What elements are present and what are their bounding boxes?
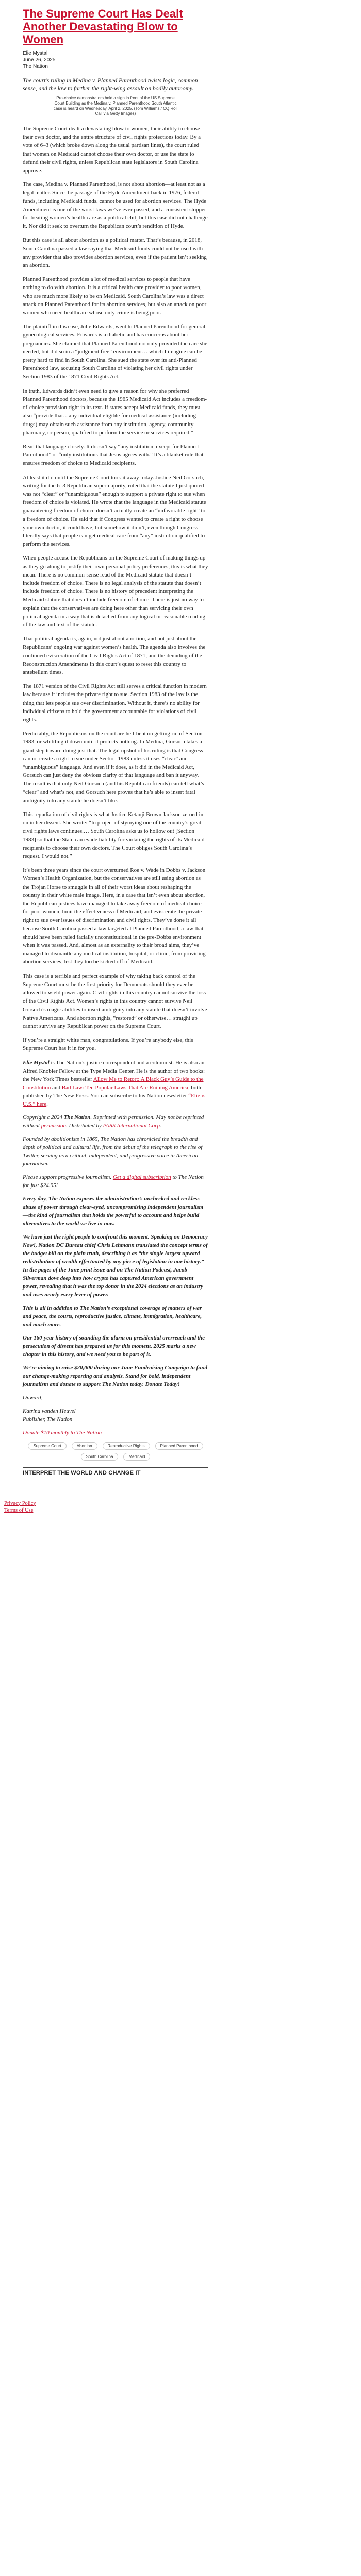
newsletter-link[interactable]: “Elie v. U.S.” here <box>23 1092 206 1107</box>
body-paragraph: The 1871 version of the Civil Rights Act still serves a critical function in modern law because it includes the private right to sue. Section 1983 of the law is the thing that lets people sue over discrimination. Without it, there’s no ability for individual citizens to hold the government accountable for violations of civil rights. <box>23 683 207 723</box>
tag-south-carolina[interactable]: South Carolina <box>81 1453 119 1461</box>
promo-body <box>23 1477 208 1497</box>
subscribe-link[interactable]: Get a digital subscription <box>112 1174 171 1180</box>
body-paragraph: Planned Parenthood provides a lot of medical services to people that have nothing to do with abortion. It is a critical health care provider to poor women, who are much more likely to be on Medicaid. South Carolina’s law was a direct attack on Planned Parenthood for its abortion services, but also an attack on poor women who need healthcare whose only crime is being poor. <box>23 276 207 316</box>
book-link-bad-law[interactable]: Bad Law: Ten Popular Laws That Are Ruining America <box>61 1084 188 1091</box>
copyright-brand: The Nation <box>63 1114 91 1121</box>
copyright-text: Copyright c 2024 <box>23 1114 64 1121</box>
donate-link[interactable]: Donate $10 monthly to The Nation <box>23 1429 102 1436</box>
signoff-onward: Onward, <box>23 1394 43 1401</box>
body-paragraph: The plaintiff in this case, Julie Edwards, went to Planned Parenthood for general gynecological services. Edwards is a diabetic and has concerns about her pregnancies. She claimed that Planned Parenthood not only provided the care she needed, but did so in a “judgment free” environment… which I imagine can be pretty hard to find in South Carolina. She sued the state over its anti-Planned Parenthood law, accusing South Carolina of violating her civil rights under Section 1983 of the 1871 Civil Rights Act. <box>23 324 208 380</box>
appeal-paragraph: Our 160-year history of sounding the alarm on presidential overreach and the persecution of dissent has prepared us for this moment. 2025 marks a new chapter in this history, and we need you to be part of it. <box>23 1334 205 1358</box>
byline <box>23 50 208 70</box>
site-footer <box>4 1500 361 1514</box>
bio-end: . <box>46 1100 48 1107</box>
signoff-name: Katrina vanden Heuvel <box>23 1408 76 1414</box>
body-paragraph: In truth, Edwards didn’t even need to give a reason for why she preferred Planned Parenthood doctors, because the 1965 Medicaid Act includes a freedom-of-choice provision right in its text. If states accept Medicaid funds, they must also “provide that…any individual eligible for medical assistance (including drugs) may obtain such assistance from any institution, agency, community pharmacy, or person, qualified to perform the service or services required.” <box>23 387 207 436</box>
body-paragraph: Predictably, the Republicans on the court are hell-bent on getting rid of Section 1983, or whittling it down until it protects nothing. In Medina, Gorsuch takes a giant step toward doing just that. The legal upshot of his ruling is that Congress cannot create a right to sue under Section 1983 unless it uses “clear” and “unambiguous” language. And even if it does, as it did in the Medicaid Act, Gorsuch can just deny the obvious clarity of that language and ban it anyway. The result is that only Neil Gorsuch (and his Republican friends) can tell what’s “clear” and what’s not, and Gorsuch here proves that he’s able to insert fatal ambiguity into any statute he doesn’t like. <box>23 731 204 804</box>
body-paragraph: When people accuse the Republicans on the Supreme Court of making things up as they go along to justify their own personal policy preferences, this is what they mean. There is no common-sense read of the Medicaid statute that doesn’t include freedom of choice. There is no legal analysis of the statute that doesn’t include freedom of choice. There is no history of precedent interpreting the Medicaid statute that doesn’t include freedom of choice. There is just no way to explain that the conservatives are doing here other than servicing their own political agenda in a way that is detached from any logical or reasonable reading of the law and text of the statute. <box>23 555 208 628</box>
signoff-role: Publisher, The Nation <box>23 1416 73 1422</box>
tag-supreme-court[interactable]: Supreme Court <box>28 1442 66 1450</box>
promo-title: INTERPRET THE WORLD AND CHANGE IT <box>23 1469 141 1476</box>
promo-banner <box>23 1467 208 1497</box>
publication-name: The Nation <box>23 64 48 70</box>
subscribe-text: to The Nation for just $24.95! <box>23 1174 204 1189</box>
body-paragraph: If you’re a straight white man, congratulations. If you’re anybody else, this Supreme Court has it in for you. <box>23 1037 193 1052</box>
tag-planned-parenthood[interactable]: Planned Parenthood <box>155 1442 203 1450</box>
body-paragraph: This case is a terrible and perfect example of why taking back control of the Supreme Court must be the first priority for Democrats should they ever be allowed to wield power again. Civil rights in this country cannot survive the loss of the Civil Rights Act. Women’s rights in this country cannot survive Neil Gorsuch’s magic abilities to insert ambiguity into any statute that doesn’t involve Native Americans. And abortion rights, “restored” or otherwise… straight up cannot survive any Republican power on the Supreme Court. <box>23 973 207 1029</box>
donate-monthly <box>23 1429 208 1437</box>
lead-image-caption: Pro-choice demonstrators hold a sign in front of the US Supreme Court Building as the Medina v. Planned Parenthood South Atlantic case is heard on Wednesday, April 2, 2025. (Tom Williams / CQ Roll Call via Getty Images) <box>53 96 178 116</box>
body-paragraph: Read that language closely. It doesn’t say “any institution, except for Planned Parenthood” or “only institutions that Jesus agrees with.” It’s a blanket rule that ensures freedom of choice to Medicaid recipients. <box>23 443 204 467</box>
bio-text: is The Nation’s justice correspondent and a columnist. He is also an Alfred Knobler Fellow at the Type Media Center. He is the author of two books: the New York Times bestseller <box>23 1059 205 1082</box>
appeal-paragraph: This is all in addition to The Nation’s exceptional coverage of matters of war and peace, the courts, reproductive justice, climate, immigration, healthcare, and much more. <box>23 1304 202 1328</box>
tag-medicaid[interactable]: Medicaid <box>123 1453 150 1461</box>
article <box>23 0 208 1497</box>
body-paragraph: It’s been three years since the court overturned Roe v. Wade in Dobbs v. Jackson Women’s Health Organization, but the conservatives are still using abortion as the Trojan Horse to smuggle in all of their worst ideas about reshaping the country in their white male image. Here, in a case that isn’t even about abortion, the Republican justices have managed to take away freedom of medical choice for poor women, limit the effectiveness of Medicaid, and eviscerate the private right to sue over issues of discrimination and civil rights. They’ve done it all because South Carolina passed a law targeted at Planned Parenthood, a law that should have been ruled facially unconstitutional in the pre-Dobbs environment when it was passed. And, almost as an externality to their broad aims, they’ve managed to dismantle any medical institution, hospital, or clinic, from providing abortion services, lest they too be kicked off of Medicaid. <box>23 867 206 965</box>
about-nation: Founded by abolitionists in 1865, The Nation has chronicled the breadth and depth of political and cultural life, from the debut of the telegraph to the rise of Twitter, serving as a critical, independent, and progressive voice in American journalism. <box>23 1136 203 1167</box>
body-paragraph: The case, Medina v. Planned Parenthood, is not about abortion—at least not as a legal matter. Since the passage of the Hyde Amendment back in 1976, federal funds, including Medicaid funds, cannot be used for abortion services. The Hyde Amendment is one of the worst laws we’ve ever passed, and a consistent stopper for treating women’s health care as a political chit; but this case did not challenge it. Nor did it seek to overturn the Republican court’s rendition of Hyde. <box>23 181 208 230</box>
appeal-paragraph: We’re aiming to raise $20,000 during our June Fundraising Campaign to fund our change-making reporting and analysis. Stand for bold, independent journalism and donate to support The Nation today. Donate Today! <box>23 1364 207 1387</box>
privacy-policy-link[interactable]: Privacy Policy <box>4 1500 36 1506</box>
copyright-text: . Distributed by <box>66 1122 103 1129</box>
bio-author-name: Elie Mystal <box>23 1059 50 1066</box>
author-bio <box>23 1059 208 1108</box>
article-headline[interactable]: The Supreme Court Has Dealt Another Devastating Blow to Women <box>23 7 183 46</box>
copyright-text: . <box>159 1122 161 1129</box>
copyright-text: . Reprinted with permission. May not be reprinted without <box>23 1114 204 1129</box>
article-body <box>23 125 208 1053</box>
terms-of-use-link[interactable]: Terms of Use <box>4 1507 34 1513</box>
fundraising-appeal <box>23 1195 208 1388</box>
bio-tail: , both published by The New Press. You can subscribe to his Nation newsletter <box>23 1084 201 1099</box>
subscribe-prompt <box>23 1173 208 1190</box>
body-paragraph: This repudiation of civil rights is what Justice Ketanji Brown Jackson zeroed in on in her dissent. She wrote: “In project of stymying one of the country’s great civil rights laws continues.… South Carolina asks us to hollow out [Section 1983] so that the State can evade liability for violating the rights of its Medicaid recipients to choose their own doctors. The Court obliges South Carolina’s request. I would not.” <box>23 811 205 860</box>
book-link-retort[interactable]: Allow Me to Retort: A Black Guy’s Guide to the Constitution <box>23 1076 204 1091</box>
publish-date: June 26, 2025 <box>23 57 56 63</box>
tag-abortion[interactable]: Abortion <box>72 1442 97 1450</box>
tag-reproductive-rights[interactable]: Reproductive Rights <box>103 1442 150 1450</box>
appeal-paragraph: Every day, The Nation exposes the administration’s unchecked and reckless abuse of power through clear-eyed, uncompromising independent journalism—the kind of journalism that holds the powerful to account and helps build alternatives to the world we live in now. <box>23 1195 204 1227</box>
permission-link[interactable]: permission <box>41 1122 67 1129</box>
copyright-notice <box>23 1113 208 1130</box>
body-paragraph: That political agenda is, again, not just about abortion, and not just about the Republicans’ ongoing war against women’s health. The agenda also involves the continued evisceration of the Civil Rights Act of 1871, and the denuding of the Reconstruction Amendments in this court’s quest to reset this country to antebellum times. <box>23 636 206 675</box>
tag-list <box>23 1442 208 1461</box>
body-paragraph: At least it did until the Supreme Court took it away today. Justice Neil Gorsuch, writing for the 6–3 Republican supermajority, ruled that the statute I just quoted was not “clear” or “unambiguous” enough to support a private right to sue when freedom of choice is violated. He wrote that the language in the Medicaid statute guaranteeing freedom of choice doesn’t actually create an “unfavorable right” to a freedom of choice. He said that if Congress wanted to create a right to choose your own doctor, it could have, but somehow it didn’t, even though Congress literally says that people can get medical care from “any” institution qualified to perform the services. <box>23 474 206 548</box>
article-dek: The court’s ruling in Medina v. Planned Parenthood twists logic, common sense, and the law to further the right-wing assault on bodily autonomy. <box>23 78 198 92</box>
appeal-paragraph: We have just the right people to confront this moment. Speaking on Democracy Now!, Nation DC Bureau chief Chris Lehmann translated the concept terms of the budget bill on the plain truth, describing it as “the single largest upward redistribution of wealth effectuated by any piece of legislation in our history.” In the pages of the June print issue and on The Nation Podcast, Jacob Silverman dove deep into how crypto has captured American government power, revealing that it was the top donor in the 2024 elections as an industry and uses nearly every lever of power. <box>23 1233 208 1298</box>
signoff-signature <box>23 1407 208 1423</box>
subscribe-text: Please support progressive journalism. <box>23 1174 113 1180</box>
body-paragraph: The Supreme Court dealt a devastating blow to women, their ability to choose their own doctor, and the entire structure of civil rights protections today. By a vote of 6–3 (which broke down along the usual partisan lines), the court ruled that women on Medicaid cannot choose their own doctor, or use the state to defund their civil rights, unless Republican state legislators in South Carolina approve. <box>23 126 201 174</box>
body-paragraph: But this case is all about abortion as a political matter. That’s because, in 2018, South Carolina passed a law saying that Medicaid funds could not be used with any provider that also provides abortion services, even if the patient isn’t seeking an abortion. <box>23 237 207 269</box>
author-name: Elie Mystal <box>23 50 48 56</box>
bio-mid: and <box>51 1084 62 1091</box>
pars-link[interactable]: PARS International Corp <box>103 1122 160 1129</box>
signoff <box>23 1394 208 1437</box>
